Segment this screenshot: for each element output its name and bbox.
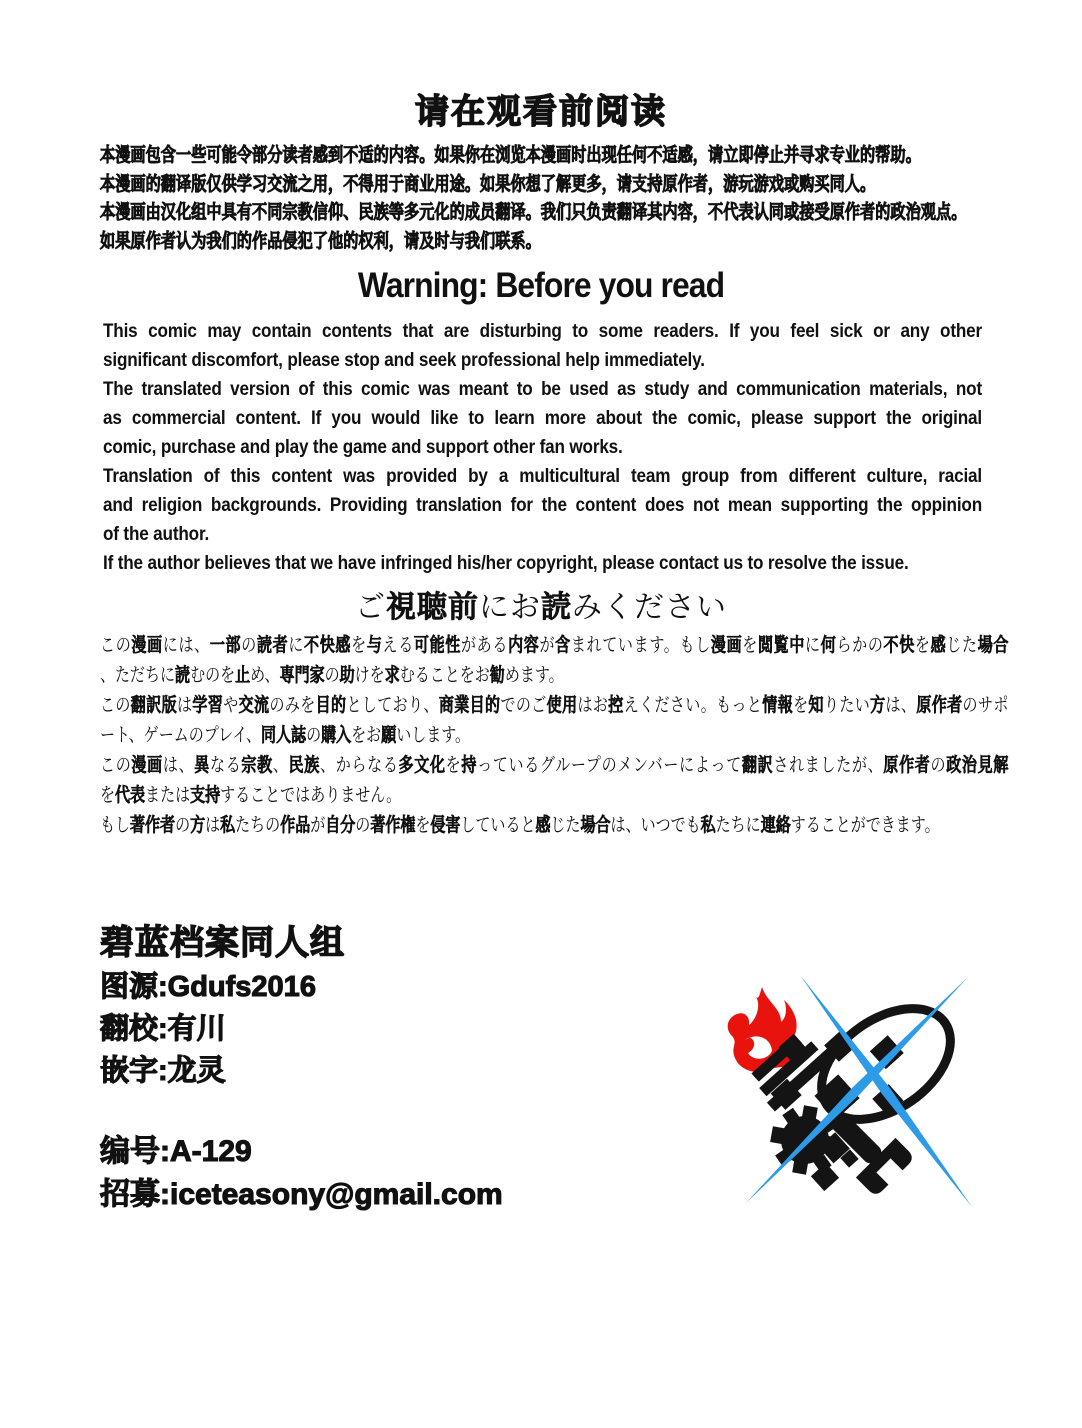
credits-block (100, 920, 345, 1092)
japanese-warning-line: 、ただちに読むのを止め、専門家の助けを求むることをお勧めます。 (100, 665, 564, 686)
credits-bottom-block (100, 1130, 503, 1216)
recruit-email: 招募:iceteasony@gmail.com (100, 1178, 503, 1211)
chinese-warning-line: 如果原作者认为我们的作品侵犯了他的权利，请及时与我们联系。 (100, 230, 541, 252)
chinese-title: 请在观看前阅读 (415, 93, 667, 131)
english-paragraph (103, 462, 982, 549)
group-name: 碧蓝档案同人组 (100, 924, 345, 962)
japanese-title: ご視聴前にお読みください (355, 591, 727, 624)
english-paragraph (103, 375, 982, 462)
small-diamond-icon (811, 1163, 839, 1191)
japanese-warning-line: もし著作者の方は私たちの作品が自分の著作権を侵害していると感じた場合は、いつでも私たちに連絡することができます。 (100, 815, 940, 836)
scanlation-group-logo (715, 962, 1015, 1262)
english-warning-line: of the author. (103, 523, 210, 545)
credits-role-line: 图源:Gdufs2016 (100, 971, 316, 1003)
japanese-warning-line: この漫画には、一部の読者に不快感を与える可能性がある内容が含まれています。もし漫画を閲覧中に何らかの不快を感じた場合 (100, 635, 1009, 656)
english-title: Warning: Before you read (357, 266, 725, 305)
japanese-warning-line: この漫画は、異なる宗教、民族、からなる多文化を持っているグループのメンバーによって翻訳されましたが、原作者の政治見解 (100, 755, 1009, 776)
english-warning-line: significant discomfort, please stop and seek professional help immediately. (103, 349, 705, 371)
english-warning-text (103, 317, 982, 578)
english-warning-line: as commercial content. If you would like to learn more about the comic, please support the original (103, 407, 982, 429)
chinese-warning-line: 本漫画的翻译版仅供学习交流之用，不得用于商业用途。如果你想了解更多，请支持原作者，游玩游戏或购买同人。 (100, 173, 876, 195)
chinese-warning-line: 本漫画包含一些可能令部分读者感到不适的内容。如果你在浏览本漫画时出现任何不适感，请立即停止并寻求专业的帮助。 (100, 145, 921, 166)
english-warning-line: If the author believes that we have infringed his/her copyright, please contact us to resolve the issue. (103, 552, 909, 574)
english-paragraph (103, 317, 982, 375)
japanese-paragraph (100, 691, 1009, 751)
japanese-paragraph (100, 751, 1009, 811)
serial-number: 编号:A-129 (100, 1135, 252, 1168)
english-warning-line: The translated version of this comic was meant to be used as study and communication materials, not (103, 378, 982, 400)
credits-role-line: 嵌字:龙灵 (100, 1055, 226, 1087)
english-warning-line: This comic may contain contents that are disturbing to some readers. If you feel sick or any other (103, 320, 982, 342)
japanese-warning-line: この翻訳版は学習や交流のみを目的としており、商業目的でのご使用はお控えください。もっと情報を知りたい方は、原作者のサポ (100, 695, 1009, 716)
english-warning-line: Translation of this content was provided by a multicultural team group from different culture, racial (103, 465, 982, 487)
chinese-warning-line: 本漫画由汉化组中具有不同宗教信仰、民族等多元化的成员翻译。我们只负责翻译其内容，不代表认同或接受原作者的政治观点。 (100, 202, 967, 223)
credits-roles (100, 966, 345, 1092)
english-paragraph (103, 549, 982, 578)
japanese-paragraph (100, 631, 1009, 691)
english-warning-line: comic, purchase and play the game and support other fan works. (103, 436, 623, 458)
credits-role-line: 翻校:有川 (100, 1013, 226, 1045)
japanese-paragraph (100, 811, 1009, 841)
english-warning-line: and religion backgrounds. Providing translation for the content does not mean supporting the oppinion (103, 494, 982, 516)
chinese-warning-text (100, 142, 1082, 256)
japanese-warning-line: ート、ゲームのプレイ、同人誌の購入をお願いします。 (100, 725, 471, 746)
japanese-warning-line: を代表または支持することではありません。 (100, 785, 402, 806)
japanese-warning-text (100, 631, 1009, 841)
